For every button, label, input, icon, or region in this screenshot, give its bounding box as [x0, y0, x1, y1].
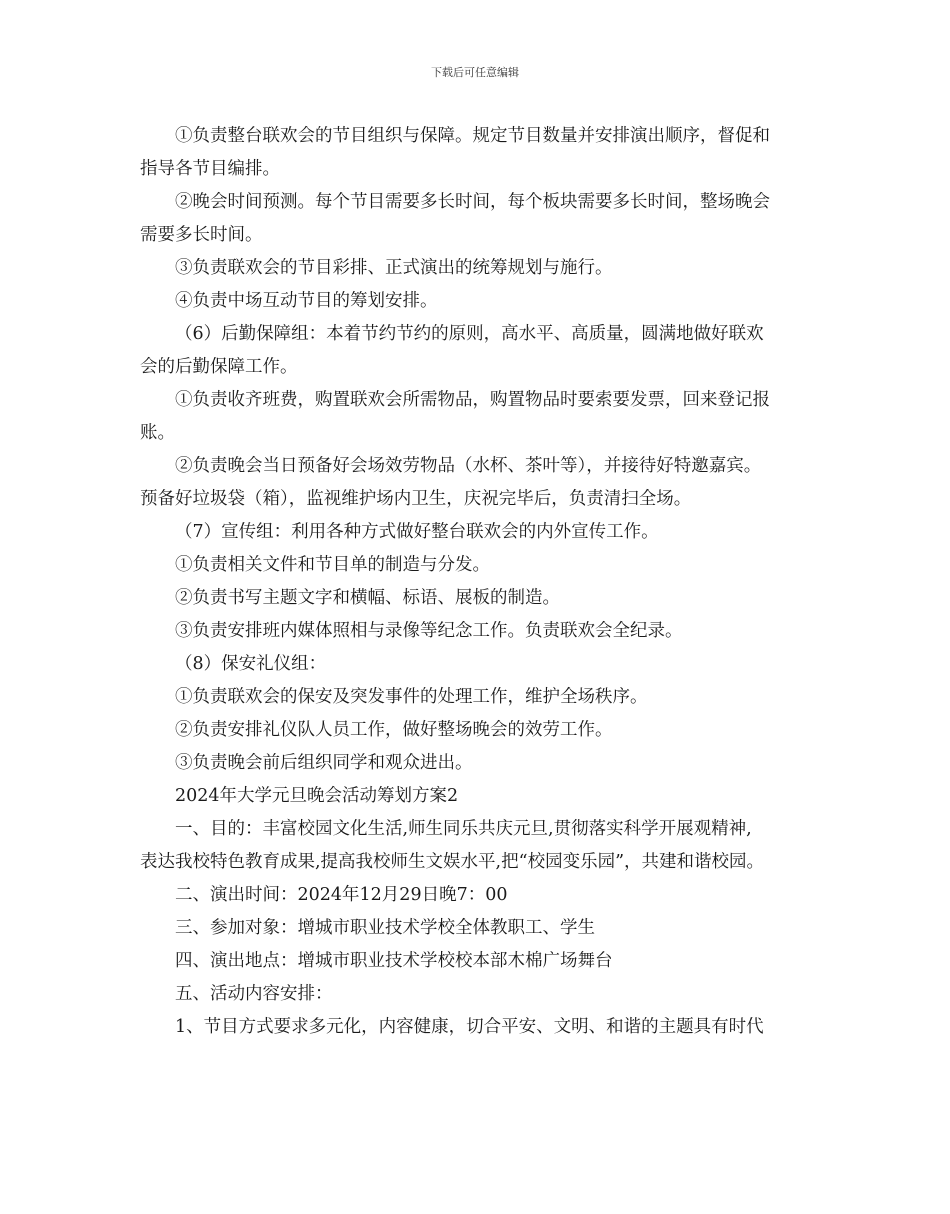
paragraph-line: ①负责收齐班费，购置联欢会所需物品，购置物品时要索要发票，回来登记报: [175, 390, 770, 410]
paragraph-line: 指导各节目编排。: [140, 159, 280, 179]
paragraph-line: ③负责联欢会的节目彩排、正式演出的统筹规划与施行。: [175, 258, 613, 278]
paragraph-line: ③负责安排班内媒体照相与录像等纪念工作。负责联欢会全纪录。: [175, 621, 683, 641]
paragraph-line: 账。: [140, 423, 175, 443]
document-body: [140, 120, 820, 1044]
paragraph-line: ②晚会时间预测。每个节目需要多长时间，每个板块需要多长时间，整场晚会: [175, 192, 770, 212]
paragraph-line: ②负责晚会当日预备好会场效劳物品（水杯、茶叶等），并接待好特邀嘉宾。: [175, 456, 762, 476]
paragraph-line: ④负责中场互动节目的筹划安排。: [175, 291, 438, 311]
paragraph-line: 1、节目方式要求多元化，内容健康，切合平安、文明、和谐的主题具有时代: [175, 1017, 764, 1037]
paragraph-line: 预备好垃圾袋（箱），监视维护场内卫生，庆祝完毕后，负责清扫全场。: [140, 489, 692, 509]
paragraph-line: ③负责晚会前后组织同学和观众进出。: [175, 753, 473, 773]
paragraph-line: 五、活动内容安排：: [175, 984, 333, 1004]
paragraph-line: 一、目的：丰富校园文化生活,师生同乐共庆元旦,贯彻落实科学开展观精神,: [175, 819, 752, 839]
paragraph-line: ②负责安排礼仪队人员工作，做好整场晚会的效劳工作。: [175, 720, 613, 740]
paragraph-line: 三、参加对象：增城市职业技术学校全体教职工、学生: [175, 918, 595, 938]
section-heading: 2024年大学元旦晚会活动筹划方案2: [175, 786, 459, 806]
paragraph-line: ①负责整台联欢会的节目组织与保障。规定节目数量并安排演出顺序，督促和: [175, 126, 770, 146]
paragraph-line: （8）保安礼仪组：: [175, 654, 327, 674]
paragraph-line: ②负责书写主题文字和横幅、标语、展板的制造。: [175, 588, 560, 608]
paragraph-line: ①负责联欢会的保安及突发事件的处理工作，维护全场秩序。: [175, 687, 648, 707]
paragraph-line: 表达我校特色教育成果,提高我校师生文娱水平,把“校园变乐园”，共建和谐校园。: [140, 852, 765, 872]
paragraph-line: 需要多长时间。: [140, 225, 263, 245]
paragraph-line: 四、演出地点：增城市职业技术学校校本部木棉广场舞台: [175, 951, 613, 971]
paragraph-line: 会的后勤保障工作。: [140, 357, 298, 377]
page-header: 下载后可任意编辑: [431, 66, 519, 79]
paragraph-line: （7）宣传组：利用各种方式做好整台联欢会的内外宣传工作。: [175, 522, 659, 542]
paragraph-line: ①负责相关文件和节目单的制造与分发。: [175, 555, 490, 575]
paragraph-line: （6）后勤保障组：本着节约节约的原则，高水平、高质量，圆满地做好联欢: [175, 324, 764, 344]
paragraph-line: 二、演出时间：2024年12月29日晚7：00: [175, 885, 508, 905]
